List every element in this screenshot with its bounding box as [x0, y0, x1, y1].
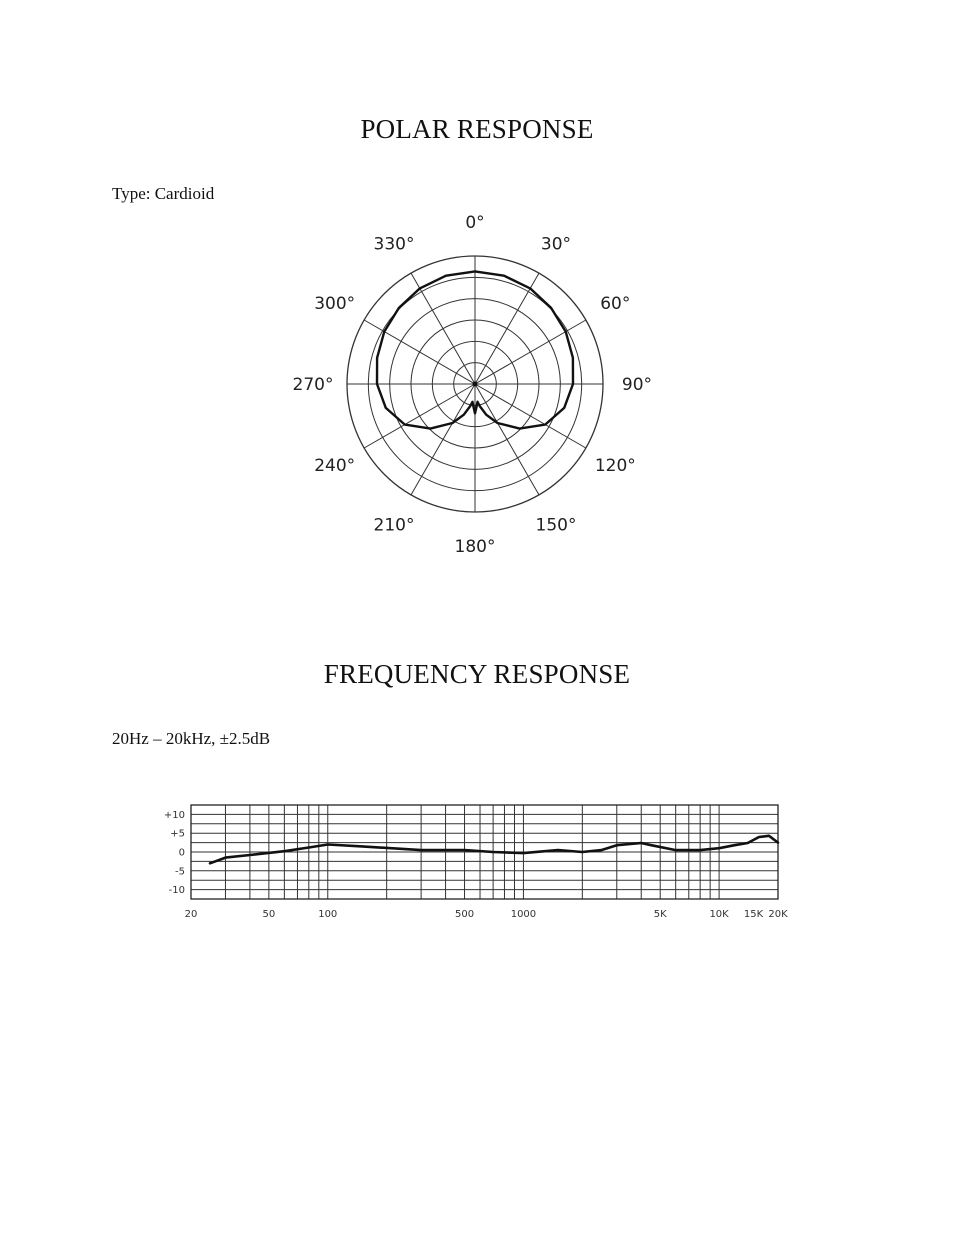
- freq-x-tick-label: 20: [184, 909, 198, 920]
- polar-angle-label: 60°: [600, 294, 631, 314]
- freq-x-tick-label: 100: [318, 909, 338, 920]
- freq-y-tick-label: -5: [175, 866, 185, 878]
- polar-angle-label: 210°: [373, 515, 415, 536]
- freq-x-tick-label: 500: [454, 909, 475, 920]
- polar-angle-label: 90°: [621, 375, 653, 395]
- freq-y-tick-label: -10: [168, 885, 185, 897]
- polar-type-subtitle: Type: Cardioid: [112, 184, 215, 203]
- frequency-response-heading: FREQUENCY RESPONSE: [323, 659, 631, 689]
- freq-x-tick-label: 50: [262, 909, 276, 920]
- freq-x-tick-label: 15K: [743, 909, 764, 920]
- freq-x-tick-label: 20K: [768, 909, 788, 920]
- freq-x-tick-label: 10K: [709, 909, 729, 920]
- polar-angle-label: 180°: [454, 537, 496, 557]
- freq-x-tick-label: 1000: [510, 909, 537, 920]
- polar-angle-label: 300°: [314, 294, 356, 314]
- polar-angle-label: 270°: [292, 375, 334, 395]
- freq-y-tick-label: +5: [170, 828, 185, 840]
- frequency-range-subtitle: 20Hz – 20kHz, ±2.5dB: [112, 729, 271, 748]
- freq-y-tick-label: +10: [163, 809, 185, 821]
- polar-angle-label: 150°: [535, 515, 577, 536]
- polar-angle-label: 120°: [594, 456, 636, 476]
- freq-x-tick-label: 5K: [653, 909, 667, 920]
- polar-angle-label: 240°: [314, 456, 356, 476]
- polar-angle-label: 330°: [373, 234, 415, 255]
- polar-angle-label: 30°: [540, 234, 572, 255]
- polar-angle-label: 0°: [465, 213, 485, 233]
- freq-y-tick-label: 0: [178, 847, 185, 859]
- frequency-response-curve: [210, 836, 778, 864]
- polar-response-heading: POLAR RESPONSE: [360, 114, 594, 144]
